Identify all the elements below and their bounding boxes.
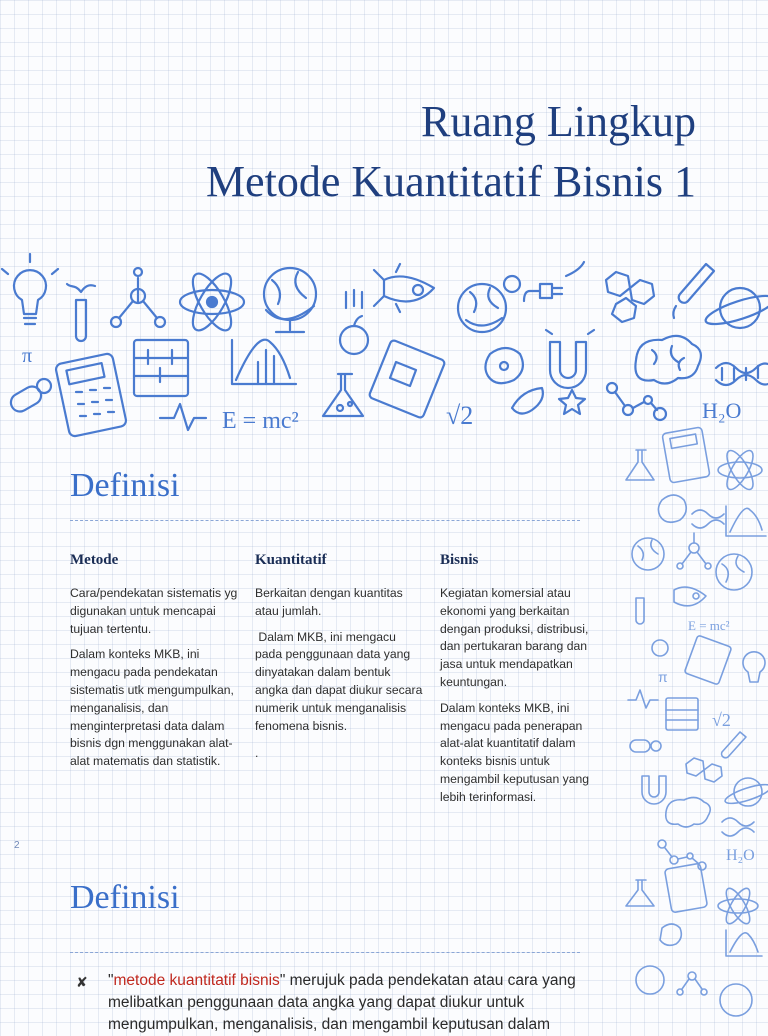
section-heading-1: Definisi [70,467,180,504]
slide-title [56,92,696,212]
x-mark-icon: ✘ [76,974,88,990]
magnet-icon [546,330,594,388]
svg-text:√2: √2 [712,710,731,730]
brain-icon [635,336,701,384]
definition-column-bisnis [440,552,608,815]
hexagon-molecule-icon [686,758,722,782]
svg-text:π: π [658,669,668,685]
apple-icon [652,640,668,656]
column-paragraph: . [255,746,259,761]
flask-icon [626,450,654,480]
hexagon-molecule-icon [606,272,654,322]
globe-icon-2 [716,554,752,590]
definition-column-metode [70,552,238,779]
column-title: Metode [70,552,119,568]
chart-icon-2 [726,930,762,956]
lightbulb-icon [2,254,58,324]
chart-icon [232,340,296,384]
abacus-icon [666,698,698,730]
network-molecule-icon [607,383,666,420]
column-paragraph: Dalam konteks MKB, ini mengacu pada penerapan alat-alat kuantitatif dalam konteks bisnis untuk mengambil keputusan yang lebih terinformasi. [440,700,590,804]
definition-bullet [78,970,638,1036]
star-icon [559,390,585,414]
test-tube-icon [636,598,644,624]
calculator-icon-2 [664,863,707,913]
title-line-2: Metode Kuantitatif Bisnis 1 [205,157,696,206]
definition-column-kuantitatif [255,552,426,771]
magnet-icon [642,776,666,804]
abacus-icon [134,340,188,396]
pill-icon [8,379,51,415]
microbe-icon [485,348,522,383]
book-icon [684,635,732,685]
page-number: 2 [14,840,20,851]
flask-icon [323,374,363,416]
section-heading-2: Definisi [70,879,180,916]
globe-icon-4 [720,984,752,1016]
column-paragraph: Kegiatan komersial atau ekonomi yang berkaitan dengan produksi, distribusi, dan pertukaran barang dan jasa untuk mendapatkan keuntungan. [440,586,589,689]
calculator-icon [55,353,127,437]
microbe-icon-2 [660,924,681,945]
formula-label: E = mc² [222,408,299,434]
planet-icon [723,778,768,807]
globe-icon [632,538,664,570]
molecule-icon [111,268,165,327]
science-doodle-column [622,420,768,1024]
column-paragraph: Cara/pendekatan sistematis yg digunakan untuk mencapai tujuan tertentu. [70,586,238,636]
test-tube-icon [67,284,95,341]
bacteria-icon [512,388,543,414]
apple-icon [340,290,368,354]
bullet-text [108,970,638,1036]
column-paragraph: Dalam MKB, ini mengacu pada penggunaan data yang dinyatakan dalam bentuk angka dan dapat diukur secara numerik untuk menganalisis fenomena bisnis. [255,629,426,733]
microbe-icon [658,495,686,522]
atom-icon-2 [718,885,758,927]
dna-icon [716,363,768,385]
pill-icon [630,740,661,752]
lightbulb-icon [743,652,765,682]
dna-icon-2 [722,818,754,836]
section-divider-1 [70,520,580,521]
pulse-icon [628,690,658,708]
svg-text:E = mc²: E = mc² [688,618,730,633]
flask-icon-2 [626,880,654,906]
column-paragraph: Berkaitan dengan kuantitas atau jumlah. [255,586,403,618]
globe-icon-3 [636,966,664,994]
section-divider-2 [70,952,580,953]
planet-icon [703,288,768,330]
sphere-icon [458,284,506,332]
bullet-rest: " merujuk pada pendekatan atau cara yang melibatkan penggunaan data angka yang dapat diukur untuk mengumpulkan, menganalisis, dan mengambil keputusan dalam [108,972,576,1033]
highlight-term: metode kuantitatif bisnis [113,972,280,989]
pulse-icon [160,404,206,430]
dna-icon [692,510,724,528]
globe-icon [264,268,316,332]
book-icon [368,339,445,418]
sqrt-label: √2 [446,401,474,430]
chart-icon [726,506,766,536]
water-label: H₂O [702,398,742,423]
column-paragraph: Dalam konteks MKB, ini mengacu pada pendekatan sistematis utk mengumpulkan, menganalisis, dan menginterpretasi data dalam bisnis dgn menggunakan alat-alat matematis dan statistik. [70,647,234,769]
quote-open: " [108,972,114,989]
title-line-1: Ruang Lingkup [421,97,696,146]
atom-icon [180,268,244,335]
column-title: Kuantitatif [255,552,327,568]
plug-icon [524,262,584,301]
brain-icon [666,797,711,827]
rocket-icon [374,264,434,312]
svg-text:π: π [22,345,33,367]
science-doodle-band [0,250,768,440]
molecule-icon-2 [677,972,707,995]
network-molecule-icon [658,840,706,870]
test-tube-angled-icon [722,732,746,758]
svg-text:H₂O: H₂O [726,847,755,864]
rocket-icon [674,587,706,606]
calculator-icon [662,427,710,483]
molecule-icon [677,533,711,569]
atom-icon [718,447,762,493]
test-tube-angled-icon [673,264,714,318]
column-title: Bisnis [440,552,479,568]
